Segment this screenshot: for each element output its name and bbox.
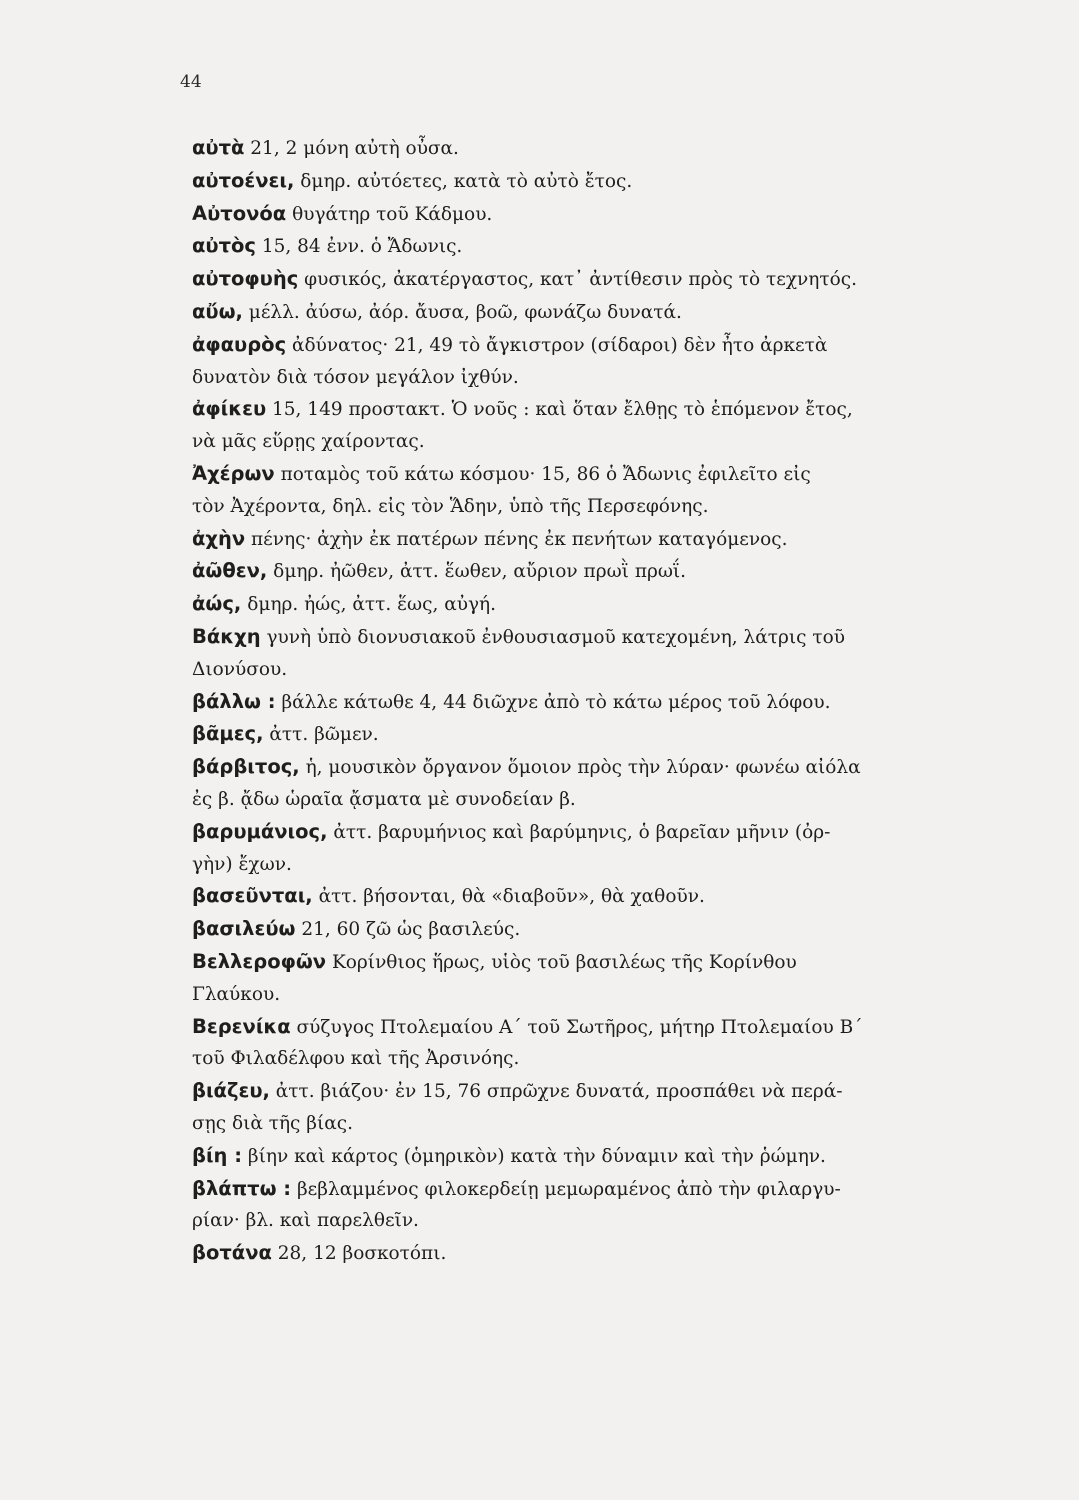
definition-continuation: τοῦ Φιλαδέλφου καὶ τῆς Ἀρσινόης. [192, 1048, 520, 1070]
headword: Βελλεροφῶν [192, 949, 327, 973]
definition-text: 28, 12 βοσκοτόπι. [271, 1243, 447, 1265]
headword: βαρυμάνιος, [192, 819, 328, 843]
entry-first-line [192, 816, 992, 849]
entry-first-line [192, 946, 992, 979]
entry-first-line [192, 1011, 992, 1044]
headword: Βάκχη [192, 624, 261, 648]
entry-first-line [192, 523, 992, 556]
glossary-entry [192, 523, 992, 556]
entry-first-line [192, 686, 992, 719]
entry-first-line [192, 1237, 992, 1270]
glossary-entry [192, 1140, 992, 1173]
glossary-entry [192, 230, 992, 263]
headword: αὐτὰ [192, 136, 245, 159]
definition-text: μέλλ. ἀύσω, ἀόρ. ἄυσα, βοῶ, φωνάζω δυνατά. [242, 301, 682, 323]
headword: βασιλεύω [192, 917, 296, 941]
definition-text: βίην καὶ κάρτος (ὁμηρικὸν) κατὰ τὴν δύναμιν καὶ τὴν ῥώμην. [242, 1145, 826, 1167]
glossary-entry [192, 621, 992, 686]
glossary-entry [192, 946, 992, 1011]
definition-text: γυνὴ ὑπὸ διονυσιακοῦ ἐνθουσιασμοῦ κατεχομένη, λάτρις τοῦ [260, 626, 845, 648]
entry-first-line [192, 198, 992, 231]
entry-first-line [192, 751, 992, 784]
headword: βοτάνα [192, 1241, 272, 1265]
definition-text: φυσικός, ἀκατέργαστος, κατ᾽ ἀντίθεσιν πρὸς τὸ τεχνητός. [298, 269, 858, 291]
definition-continuation: γὴν) ἔχων. [192, 853, 292, 875]
definition-text: 21, 2 μόνη αὐτὴ οὖσα. [244, 138, 459, 159]
headword: ἀφίκευ [192, 397, 267, 421]
headword: βίη : [192, 1143, 243, 1167]
entry-first-line [192, 329, 992, 362]
definition-continuation: σῃς διὰ τῆς βίας. [192, 1112, 353, 1134]
definition-continuation: νὰ μᾶς εὕρῃς χαίροντας. [192, 431, 425, 453]
entry-first-line [192, 1075, 992, 1108]
glossary-entry [192, 816, 992, 881]
headword: ἀῶθεν, [192, 559, 268, 583]
definition-text: ποταμὸς τοῦ κάτω κόσμου· 15, 86 ὁ Ἄδωνις ἐφιλεῖτο εἰς [274, 463, 811, 485]
definition-continuation: ρίαν· βλ. καὶ παρελθεῖν. [192, 1210, 419, 1232]
glossary-entry [192, 880, 992, 913]
entry-first-line [192, 880, 992, 913]
entry-first-line [192, 1173, 992, 1206]
glossary-entry [192, 751, 992, 816]
glossary-entry [192, 1237, 992, 1270]
entry-first-line [192, 588, 992, 621]
headword: βλάπτω : [192, 1176, 292, 1200]
headword: ἀχὴν [192, 526, 246, 550]
definition-text: βάλλε κάτωθε 4, 44 διῶχνε ἀπὸ τὸ κάτω μέρος τοῦ λόφου. [275, 691, 831, 713]
definition-text: 15, 84 ἐνν. ὁ Ἄδωνις. [255, 236, 463, 258]
definition-continuation: τὸν Ἀχέροντα, δηλ. εἰς τὸν Ἅδην, ὑπὸ τῆς Περσεφόνης. [192, 495, 709, 517]
definition-text: 21, 60 ζῶ ὡς βασιλεύς. [295, 919, 521, 941]
page-number: 44 [180, 72, 202, 92]
glossary-entry [192, 718, 992, 751]
definition-continuation: ἐς β. ᾄδω ὡραῖα ᾄσματα μὲ συνοδείαν β. [192, 788, 576, 810]
glossary-entry [192, 588, 992, 621]
headword: αὔω, [192, 299, 243, 323]
definition-text: ἀττ. βήσονται, θὰ «διαβοῦν», θὰ χαθοῦν. [312, 886, 705, 908]
glossary-entry [192, 132, 992, 165]
entry-first-line [192, 458, 992, 491]
headword: Αὐτονόα [192, 201, 287, 225]
glossary-entry [192, 458, 992, 523]
definition-text: 15, 149 προστακτ. Ὁ νοῦς : καὶ ὅταν ἔλθῃς τὸ ἑπόμενον ἔτος, [266, 399, 853, 421]
definition-text: δμηρ. αὐτόετες, κατὰ τὸ αὐτὸ ἔτος. [294, 170, 633, 192]
entry-first-line [192, 263, 992, 296]
entry-first-line [192, 132, 992, 165]
glossary-entry [192, 296, 992, 329]
headword: Βερενίκα [192, 1014, 291, 1038]
glossary-entry [192, 198, 992, 231]
glossary-entries [192, 132, 992, 1270]
definition-text: πένης· ἀχὴν ἐκ πατέρων πένης ἐκ πενήτων καταγόμενος. [245, 528, 788, 550]
glossary-entry [192, 555, 992, 588]
headword: βιάζευ, [192, 1079, 270, 1103]
headword: ἀφαυρὸς [192, 332, 287, 356]
entry-first-line [192, 718, 992, 751]
headword: βάλλω : [192, 689, 276, 713]
headword: βάρβιτος, [192, 755, 300, 779]
headword: βᾶμες, [192, 722, 264, 746]
definition-text: δμηρ. ἠῶθεν, ἀττ. ἕωθεν, αὔριον πρωῒ πρωΐ. [267, 561, 687, 583]
glossary-entry [192, 393, 992, 458]
definition-continuation: δυνατὸν διὰ τόσον μεγάλον ἰχθύν. [192, 366, 519, 388]
glossary-entry [192, 1075, 992, 1140]
headword: Ἀχέρων [192, 461, 275, 485]
headword: ἀώς, [192, 592, 242, 616]
definition-text: ἀδύνατος· 21, 49 τὸ ἄγκιστρον (σίδαροι) δὲν ἦτο ἀρκετὰ [286, 334, 828, 356]
glossary-entry [192, 165, 992, 198]
definition-text: δμηρ. ἠώς, ἀττ. ἕως, αὐγή. [241, 594, 496, 616]
headword: αὐτοένει, [192, 168, 295, 192]
definition-text: θυγάτηρ τοῦ Κάδμου. [286, 203, 493, 225]
definition-continuation: Γλαύκου. [192, 983, 281, 1005]
definition-text: ἀττ. βῶμεν. [263, 724, 379, 746]
headword: αὐτοφυὴς [192, 267, 299, 291]
entry-first-line [192, 230, 992, 263]
entry-first-line [192, 296, 992, 329]
definition-text: βεβλαμμένος φιλοκερδείῃ μεμωραμένος ἀπὸ τὴν φιλαργυ- [291, 1178, 841, 1200]
definition-text: ἀττ. βιάζου· ἐν 15, 76 σπρῶχνε δυνατά, προσπάθει νὰ περά- [269, 1081, 843, 1103]
entry-first-line [192, 393, 992, 426]
entry-first-line [192, 165, 992, 198]
entry-first-line [192, 1140, 992, 1173]
glossary-entry [192, 686, 992, 719]
definition-text: Κορίνθιος ἥρως, υἱὸς τοῦ βασιλέως τῆς Κορίνθου [326, 951, 797, 973]
headword: βασεῦνται, [192, 884, 313, 908]
definition-text: ἡ, μουσικὸν ὄργανον ὅμοιον πρὸς τὴν λύραν· φωνέω αἰόλα [299, 757, 861, 779]
glossary-entry [192, 913, 992, 946]
glossary-entry [192, 1011, 992, 1076]
headword: αὐτὸς [192, 234, 256, 258]
glossary-entry [192, 329, 992, 394]
definition-continuation: Διονύσου. [192, 658, 288, 680]
glossary-entry [192, 1173, 992, 1238]
entry-first-line [192, 555, 992, 588]
definition-text: ἀττ. βαρυμήνιος καὶ βαρύμηνις, ὁ βαρεῖαν μῆνιν (ὀρ- [327, 821, 831, 843]
entry-first-line [192, 621, 992, 654]
glossary-entry [192, 263, 992, 296]
definition-text: σύζυγος Πτολεμαίου Α΄ τοῦ Σωτῆρος, μήτηρ Πτολεμαίου Β΄ [290, 1016, 863, 1038]
entry-first-line [192, 913, 992, 946]
